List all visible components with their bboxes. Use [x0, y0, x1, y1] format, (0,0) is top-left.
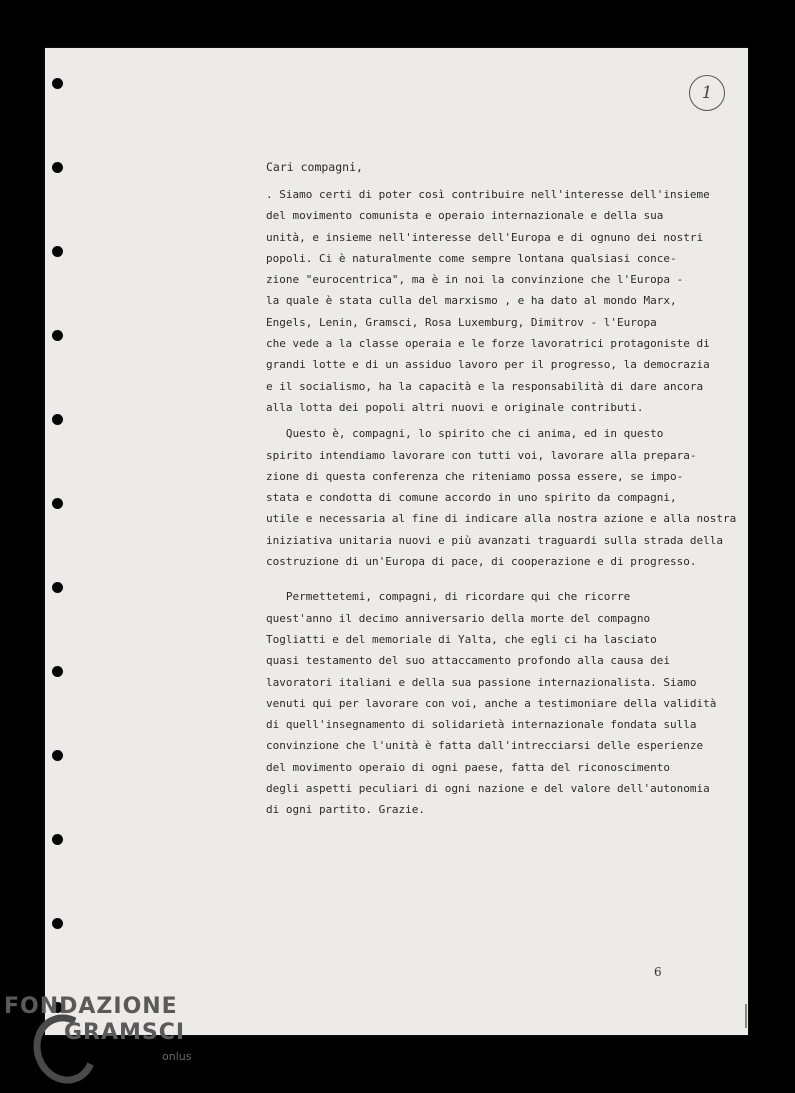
text-line: unità, e insieme nell'interesse dell'Europa e di ognuno dei nostri [266, 230, 704, 244]
binder-hole [52, 414, 63, 425]
text-line: che vede a la classe operaia e le forze lavoratrici protagoniste di [266, 337, 710, 351]
binder-hole [52, 834, 63, 845]
text-line: grandi lotte e di un assiduo lavoro per il progresso, la democrazia [266, 358, 710, 372]
text-line: convinzione che l'unità è fatta dall'intrecciarsi delle esperienze [266, 739, 704, 753]
text-line: quest'anno il decimo anniversario della morte del compagno [266, 611, 651, 625]
text-line: venuti qui per lavorare con voi, anche a testimoniare della validità [266, 696, 717, 710]
text-line: zione "eurocentrica", ma è in noi la convinzione che l'Europa - [266, 273, 684, 287]
paragraph-3 [266, 586, 717, 820]
text-line: di ogni partito. Grazie. [266, 803, 425, 817]
binder-hole [52, 666, 63, 677]
text-line: del movimento comunista e operaio internazionale e della sua [266, 209, 664, 223]
text-line: del movimento operaio di ogni paese, fatta del riconoscimento [266, 760, 670, 774]
binder-hole [52, 78, 63, 89]
text-line: degli aspetti peculiari di ogni nazione e del valore dell'autonomia [266, 782, 710, 796]
text-line: quasi testamento del suo attaccamento profondo alla causa dei [266, 654, 670, 668]
text-line: . Siamo certi di poter così contribuire nell'interesse dell'insieme [266, 188, 710, 201]
text-line: Questo è, compagni, lo spirito che ci anima, ed in questo [266, 427, 664, 441]
paragraph-1 [266, 184, 710, 418]
corner-mark [745, 1004, 747, 1028]
text-line: lavoratori italiani e della sua passione internazionalista. Siamo [266, 675, 697, 689]
text-line: utile e necessaria al fine di indicare alla nostra azione e alla nostra [266, 512, 737, 526]
binder-hole [52, 918, 63, 929]
text-line: spirito intendiamo lavorare con tutti voi, lavorare alla prepara- [266, 448, 697, 462]
text-line: popoli. Ci è naturalmente come sempre lontana qualsiasi conce- [266, 251, 677, 265]
text-line: Togliatti e del memoriale di Yalta, che egli ci ha lasciato [266, 632, 657, 646]
text-line: costruzione di un'Europa di pace, di cooperazione e di progresso. [266, 555, 697, 569]
watermark-line-1: FONDAZIONE [4, 994, 178, 1019]
text-line: Permettetemi, compagni, di ricordare qui che ricorre [266, 590, 631, 604]
text-line: stata e condotta di comune accordo in uno spirito da compagni, [266, 491, 677, 505]
watermark-line-3: onlus [162, 1050, 192, 1063]
binder-hole [52, 246, 63, 257]
text-line: Engels, Lenin, Gramsci, Rosa Luxemburg, Dimitrov - l'Europa [266, 315, 657, 329]
text-line: la quale è stata culla del marxismo , e ha dato al mondo Marx, [266, 294, 677, 308]
fondazione-gramsci-watermark [4, 994, 204, 1074]
greeting: Cari compagni, [266, 160, 363, 174]
watermark-line-2: GRAMSCI [64, 1020, 186, 1045]
binder-hole [52, 498, 63, 509]
page-number: 6 [654, 965, 662, 979]
binder-hole [52, 750, 63, 761]
text-line: zione di questa conferenza che riteniamo possa essere, se impo- [266, 469, 684, 483]
binder-hole [52, 330, 63, 341]
text-line: alla lotta dei popoli altri nuovi e originale contributi. [266, 400, 644, 414]
text-line: e il socialismo, ha la capacità e la responsabilità di dare ancora [266, 379, 704, 393]
text-line: di quell'insegnamento di solidarietà internazionale fondata sulla [266, 718, 697, 732]
handwritten-page-marker: 1 [689, 75, 725, 111]
binder-hole [52, 162, 63, 173]
text-line: iniziativa unitaria nuovi e più avanzati traguardi sulla strada della [266, 533, 723, 547]
letter-body [266, 160, 737, 821]
binder-hole [52, 582, 63, 593]
paragraph-2 [266, 423, 737, 572]
